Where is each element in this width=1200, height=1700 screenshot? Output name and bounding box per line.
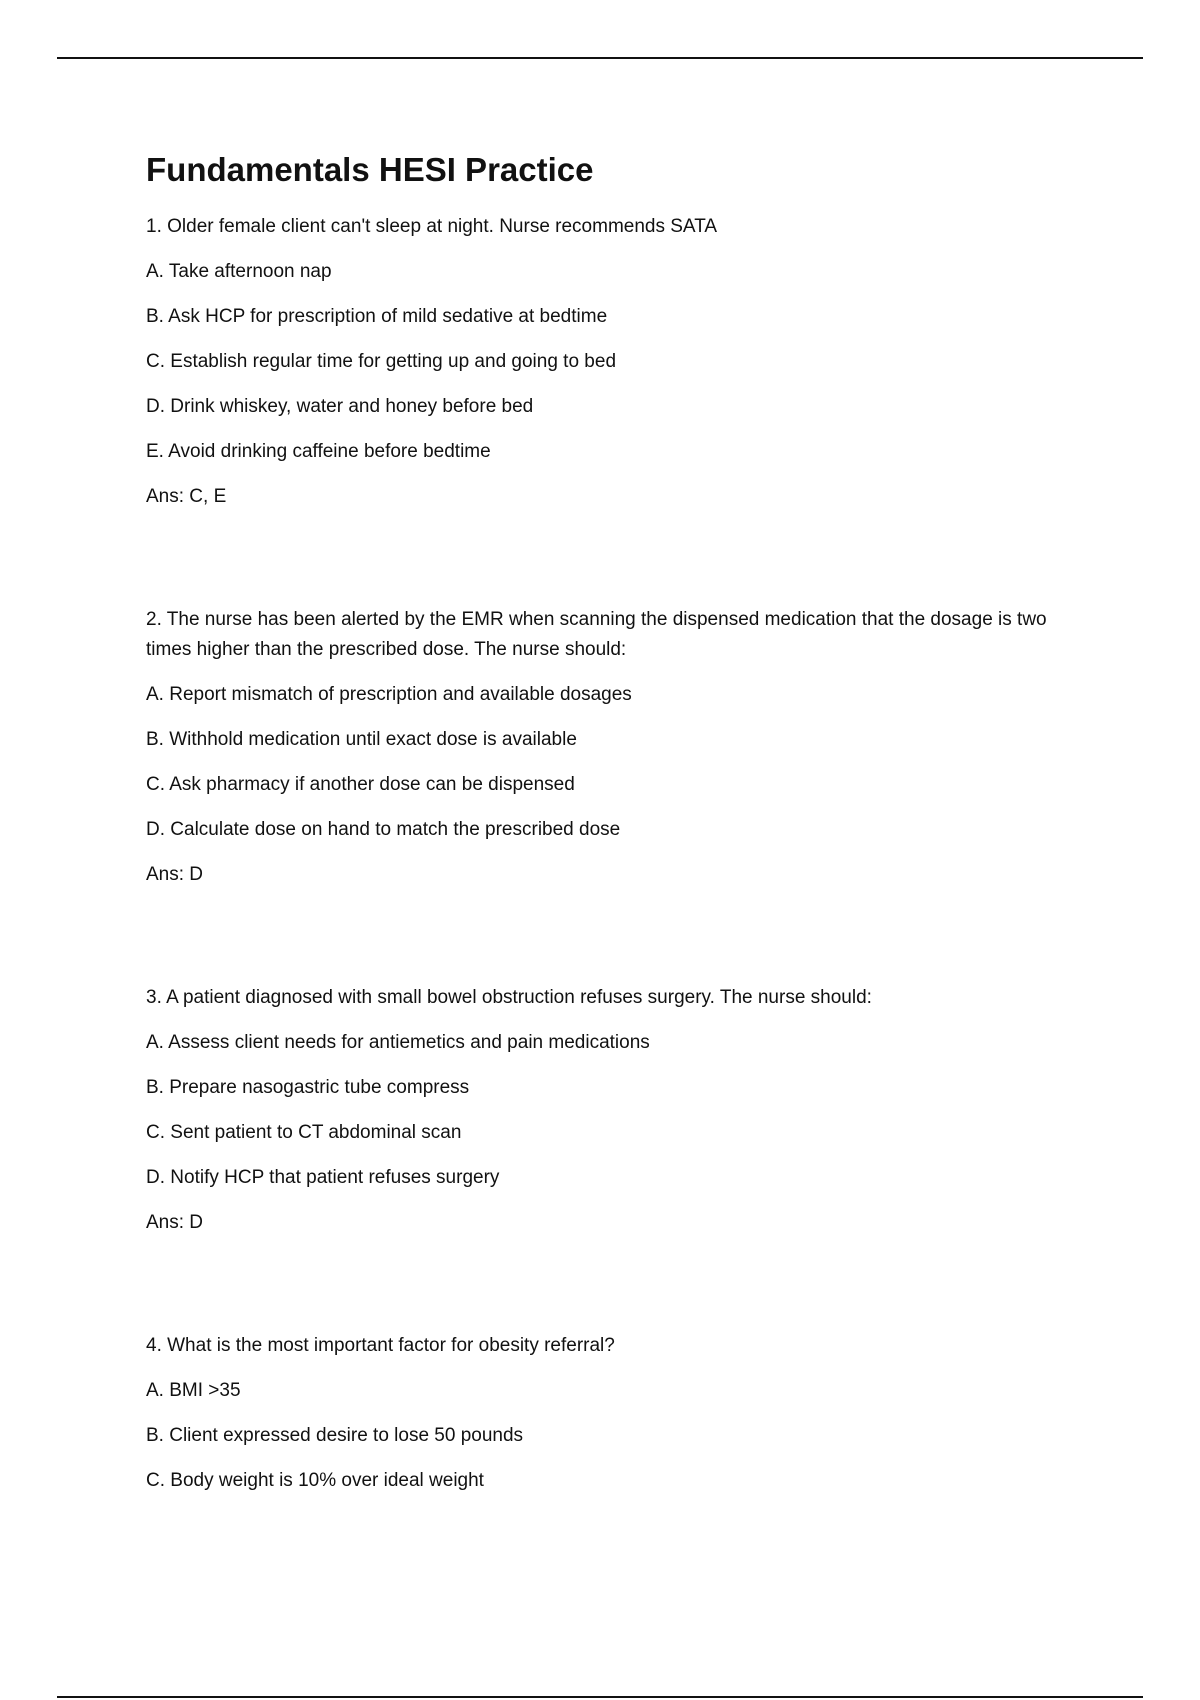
answer-key: Ans: C, E <box>146 486 227 507</box>
question-4 <box>146 1331 1066 1496</box>
answer-option: B. Withhold medication until exact dose is available <box>146 729 577 750</box>
answer-option: B. Ask HCP for prescription of mild sedative at bedtime <box>146 306 608 327</box>
answer-key: Ans: D <box>146 864 204 885</box>
spacer <box>146 890 1066 983</box>
answer-option: B. Client expressed desire to lose 50 pounds <box>146 1425 524 1446</box>
question-text: 2. The nurse has been alerted by the EMR when scanning the dispensed medication that the dosage is two times higher than the prescribed dose. The nurse should: <box>146 609 1047 660</box>
answer-option: C. Establish regular time for getting up and going to bed <box>146 351 617 372</box>
answer-option: D. Drink whiskey, water and honey before bed <box>146 396 534 417</box>
answer-option: A. Take afternoon nap <box>146 261 332 282</box>
spacer <box>146 1238 1066 1331</box>
answer-option: C. Ask pharmacy if another dose can be dispensed <box>146 774 575 795</box>
answer-option: A. Report mismatch of prescription and available dosages <box>146 684 632 705</box>
answer-option: E. Avoid drinking caffeine before bedtime <box>146 441 491 462</box>
answer-option: A. BMI >35 <box>146 1380 241 1401</box>
question-3 <box>146 983 1066 1238</box>
answer-option: C. Body weight is 10% over ideal weight <box>146 1470 484 1491</box>
answer-option: D. Notify HCP that patient refuses surgery <box>146 1167 500 1188</box>
question-text: 4. What is the most important factor for obesity referral? <box>146 1335 615 1356</box>
header-rule <box>57 57 1143 59</box>
answer-option: C. Sent patient to CT abdominal scan <box>146 1122 462 1143</box>
question-2 <box>146 605 1066 890</box>
question-text: 1. Older female client can't sleep at night. Nurse recommends SATA <box>146 216 718 237</box>
spacer <box>146 512 1066 605</box>
answer-option: B. Prepare nasogastric tube compress <box>146 1077 470 1098</box>
answer-option: A. Assess client needs for antiemetics and pain medications <box>146 1032 650 1053</box>
document-body <box>146 150 1066 1511</box>
answer-option: D. Calculate dose on hand to match the prescribed dose <box>146 819 621 840</box>
question-text: 3. A patient diagnosed with small bowel obstruction refuses surgery. The nurse should: <box>146 987 872 1008</box>
footer-rule <box>57 1696 1143 1698</box>
document-title: Fundamentals HESI Practice <box>146 151 594 188</box>
answer-key: Ans: D <box>146 1212 204 1233</box>
question-1 <box>146 212 1066 512</box>
